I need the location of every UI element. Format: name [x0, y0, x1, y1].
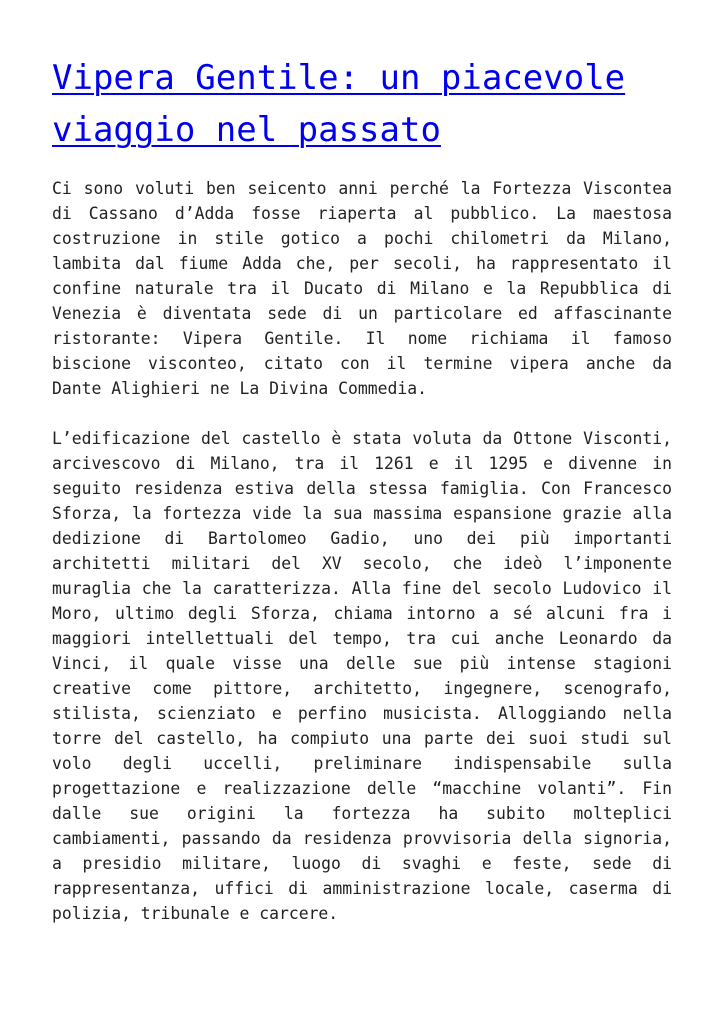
- article-paragraph-1: Ci sono voluti ben seicento anni perché la Fortezza Viscontea di Cassano d’Adda fosse riaperta al pubblico. La maestosa costruzione in stile gotico a pochi chilometri da Milano, lambita dal fiume Adda che, per secoli, ha rappresentato il confine naturale tra il Ducato di Milano e la Repubblica di Venezia è diventata sede di un particolare ed affascinante ristorante: Vipera Gentile. Il nome richiama il famoso biscione visconteo, citato con il termine vipera anche da Dante Alighieri ne La Divina Commedia.: [52, 179, 672, 398]
- article-paragraph-2: L’edificazione del castello è stata voluta da Ottone Visconti, arcivescovo di Milano, tra il 1261 e il 1295 e divenne in seguito residenza estiva della stessa famiglia. Con Francesco Sforza, la fortezza vide la sua massima espansione grazie alla dedizione di Bartolomeo Gadio, uno dei più importanti architetti militari del XV secolo, che ideò l’imponente muraglia che la caratterizza. Alla fine del secolo Ludovico il Moro, ultimo degli Sforza, chiama intorno a sé alcuni fra i maggiori intellettuali del tempo, tra cui anche Leonardo da Vinci, il quale visse una delle sue più intense stagioni creative come pittore, architetto, ingegnere, scenografo, stilista, scienziato e perfino musicista. Alloggiando nella torre del castello, ha compiuto una parte dei suoi studi sul volo degli uccelli, preliminare indispensabile sulla progettazione e realizzazione delle “macchine volanti”. Fin dalle sue origini la fortezza ha subito molteplici cambiamenti, passando da residenza provvisoria della signoria, a presidio militare, luogo di svaghi e feste, sede di rappresentanza, uffici di amministrazione locale, caserma di polizia, tribunale e carcere.: [52, 429, 672, 923]
- article: [52, 52, 672, 951]
- article-title-link[interactable]: Vipera Gentile: un piacevole viaggio nel passato: [52, 58, 626, 150]
